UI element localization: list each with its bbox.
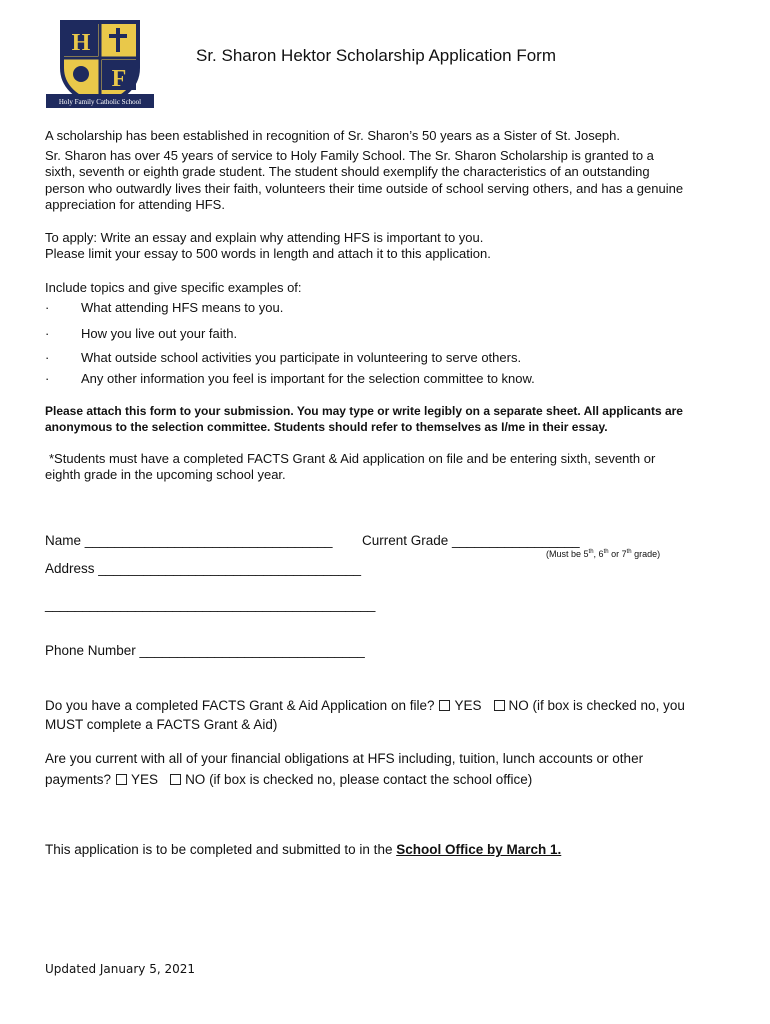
logo-school-name: Holy Family Catholic School [58, 98, 142, 106]
intro-line: appreciation for attending HFS. [45, 197, 225, 212]
financial-no-label: NO (if box is checked no, please contact the school office) [185, 772, 533, 787]
apply-line: To apply: Write an essay and explain why attending HFS is important to you. [45, 230, 484, 245]
current-grade-field[interactable]: Current Grade _________________ [362, 533, 580, 548]
updated-date: Updated January 5, 2021 [45, 962, 195, 976]
address-line-2-field[interactable]: ____________________________________________ [45, 597, 376, 612]
grade-note: (Must be 5th, 6th or 7th grade) [546, 549, 661, 559]
intro-line: sixth, seventh or eighth grade student. The student should exemplify the characteristics of an outstanding [45, 164, 650, 179]
intro-line: Sr. Sharon has over 45 years of service to Holy Family School. The Sr. Sharon Scholarship is granted to a [45, 148, 654, 163]
facts-yes-label: YES [454, 698, 482, 713]
notice-line: anonymous to the selection committee. Students should refer to themselves as I/me in their essay. [45, 420, 608, 434]
phone-field[interactable]: Phone Number ______________________________ [45, 643, 365, 658]
topic-item: Any other information you feel is important for the selection committee to know. [81, 371, 535, 386]
notice-line: Please attach this form to your submission. You may type or write legibly on a separate sheet. All applicants are [45, 404, 683, 418]
financial-question: Are you current with all of your financial obligations at HFS including, tuition, lunch accounts or other [45, 751, 644, 766]
topics-heading: Include topics and give specific examples of: [45, 280, 302, 295]
financial-no-checkbox[interactable] [170, 774, 181, 785]
deadline-emphasis: School Office by March 1. [396, 842, 562, 857]
bullet: · [45, 350, 50, 365]
submission-instruction: This application is to be completed and submitted to in the School Office by March 1. [45, 842, 562, 857]
requirement-line: *Students must have a completed FACTS Grant & Aid application on file and be entering sixth, seventh or [49, 451, 656, 466]
requirement-line: eighth grade in the upcoming school year. [45, 467, 286, 482]
topic-item: How you live out your faith. [81, 326, 238, 341]
page-title: Sr. Sharon Hektor Scholarship Application Form [196, 46, 557, 65]
facts-no-checkbox[interactable] [494, 700, 505, 711]
apply-line: Please limit your essay to 500 words in length and attach it to this application. [45, 246, 491, 261]
facts-question-line2: MUST complete a FACTS Grant & Aid) [45, 717, 278, 732]
intro-line: person who outwardly lives their faith, volunteers their time outside of school serving others, and has a genuine [45, 181, 684, 196]
topic-item: What attending HFS means to you. [81, 300, 284, 315]
bullet: · [45, 326, 50, 341]
financial-question-answers [45, 772, 532, 787]
facts-question [45, 698, 685, 713]
topic-item: What outside school activities you participate in volunteering to serve others. [81, 350, 522, 365]
intro-line: A scholarship has been established in recognition of Sr. Sharon’s 50 years as a Sister of St. Joseph. [45, 128, 620, 143]
facts-yes-checkbox[interactable] [439, 700, 450, 711]
school-logo [44, 18, 156, 112]
svg-text:H: H [71, 30, 91, 56]
bullet: · [45, 371, 50, 386]
name-field[interactable]: Name _________________________________ [45, 533, 333, 548]
facts-no-label: NO (if box is checked no, you [508, 698, 685, 713]
bullet: · [45, 300, 50, 315]
financial-prefix: payments? [45, 772, 112, 787]
facts-question-text: Do you have a completed FACTS Grant & Aid Application on file? [45, 698, 435, 713]
financial-yes-label: YES [131, 772, 159, 787]
financial-yes-checkbox[interactable] [116, 774, 127, 785]
address-field[interactable]: Address ___________________________________ [45, 561, 362, 576]
svg-text:F: F [111, 66, 127, 92]
